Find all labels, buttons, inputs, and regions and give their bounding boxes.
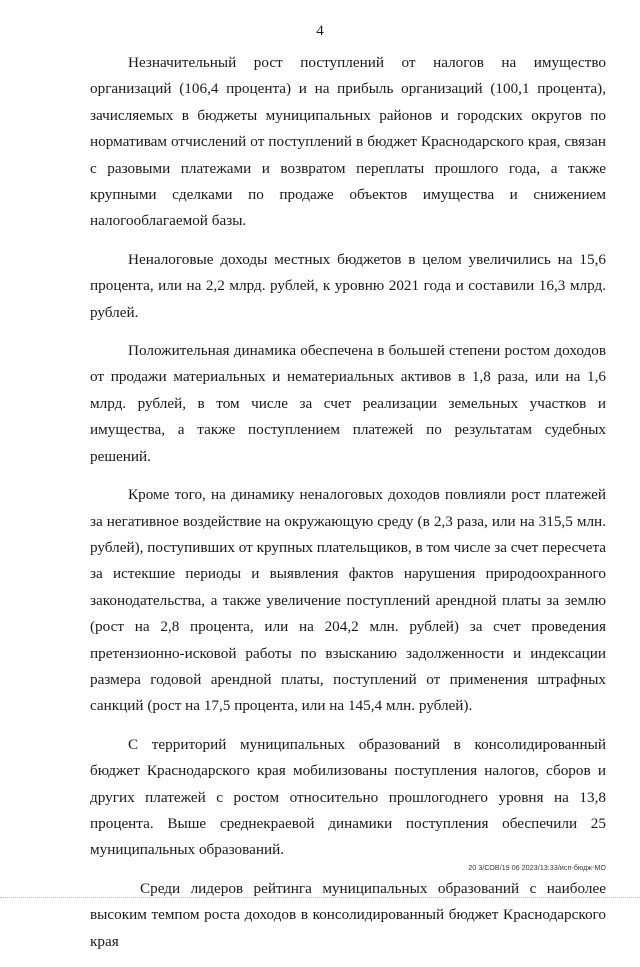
paragraph-rating-leaders: Среди лидеров рейтинга муниципальных образований с наиболее высоким темпом роста доходов в консолидированный бюджет Краснодарского края [90, 879, 606, 950]
document-body [90, 50, 606, 967]
paragraph-property-tax: Незначительный рост поступлений от налогов на имущество организаций (106,4 процента) и на прибыль организаций (100,1 процента), зачисляемых в бюджеты муниципальных районов и городских округов по нормативам отчислений от поступлений в бюджет Краснодарского края, связан с разовыми платежами и возвратом переплаты прошлого года, а также крупными сделками по продаже объектов имущества и снижением налогооблагаемой базы. [90, 54, 606, 230]
footer-document-code: 20 3/СОВ/19 06 2023/13:33/исп-бюдж-МО [468, 865, 606, 872]
paragraph-positive-dynamics: Положительная динамика обеспечена в большей степени ростом доходов от продажи материальных и нематериальных активов в 1,8 раза, или на 1,6 млрд. рублей, в том числе за счет реализации земельных участков и имущества, а также поступлением платежей по результатам судебных решений. [90, 342, 606, 465]
bottom-divider [0, 897, 640, 898]
page-number: 4 [316, 23, 324, 39]
paragraph-municipal-mobilization: С территорий муниципальных образований в консолидированный бюджет Краснодарского края мобилизованы поступления налогов, сборов и других платежей с ростом относительно прошлогоднего уровня на 13,8 процента. Выше среднекраевой динамики поступления обеспечили 25 муниципальных образований. [90, 735, 606, 859]
paragraph-environmental-payments: Кроме того, на динамику неналоговых доходов повлияли рост платежей за негативное воздействие на окружающую среду (в 2,3 раза, или на 315,5 млн. рублей), поступивших от крупных плательщиков, в том числе за счет пересчета за истекшие периоды и выявления фактов нарушения природоохранного законодательства, а также увеличение поступлений арендной платы за землю (рост на 2,8 процента, или на 204,2 млн. рублей) за счет проведения претензионно-исковой работы по взысканию задолженности и индексации размера годовой арендной платы, поступлений от применения штрафных санкций (рост на 17,5 процента, или на 145,4 млн. рублей). [90, 486, 607, 715]
paragraph-non-tax-revenue: Неналоговые доходы местных бюджетов в целом увеличились на 15,6 процента, или на 2,2 млрд. рублей, к уровню 2021 года и составили 16,3 млрд. рублей. [90, 250, 606, 321]
